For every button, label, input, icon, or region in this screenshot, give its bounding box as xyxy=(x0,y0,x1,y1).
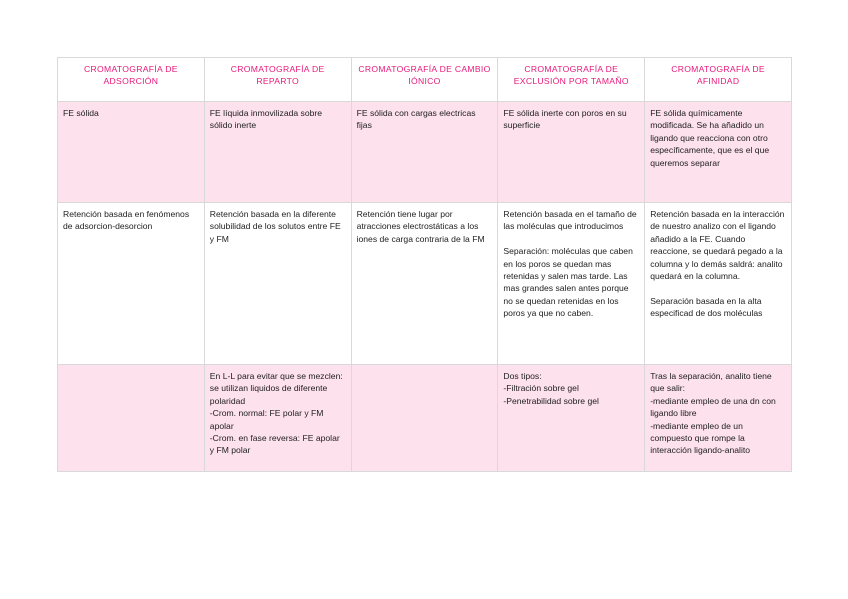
cell-text: Retención basada en fenómenos de adsorcion-desorcion xyxy=(63,209,190,232)
cell-text: FE líquida inmovilizada sobre sólido inerte xyxy=(209,108,323,131)
header-exclusion-tamano: CROMATOGRAFÍA DE EXCLUSIÓN POR TAMAÑO xyxy=(498,58,645,102)
cell-text: Tras la separación, analito tiene que salir: -mediante empleo de una dn con ligando libre -mediante empleo de un compuesto que rompe la interacción ligando-analito xyxy=(650,371,776,456)
table-cell xyxy=(498,203,645,365)
cell-text: FE sólida químicamente modificada. Se ha añadido un ligando que reacciona con otro específicamente, que es el que queremos separar xyxy=(650,108,770,168)
cell-text: Retención tiene lugar por atracciones electrostáticas a los iones de carga contraria de la FM xyxy=(356,209,485,244)
cell-text: FE sólida inerte con poros en su superficie xyxy=(503,108,627,131)
cell-text: Retención basada en la diferente solubilidad de los solutos entre FE y FM xyxy=(209,209,341,244)
table-cell xyxy=(204,203,351,365)
cell-text: En L-L para evitar que se mezclen: se utilizan liquidos de diferente polaridad -Crom. normal: FE polar y FM apolar -Crom. en fase reversa: FE apolar y FM polar xyxy=(209,371,343,456)
table-cell xyxy=(58,102,205,203)
header-reparto: CROMATOGRAFÍA DE REPARTO xyxy=(204,58,351,102)
table-cell xyxy=(498,102,645,203)
cell-text: Dos tipos: -Filtración sobre gel -Penetrabilidad sobre gel xyxy=(503,371,599,406)
table-cell xyxy=(351,203,498,365)
table-header-row xyxy=(58,58,792,102)
table-cell xyxy=(645,365,792,472)
table-cell xyxy=(645,102,792,203)
table-cell xyxy=(204,365,351,472)
table-cell xyxy=(204,102,351,203)
table-row xyxy=(58,102,792,203)
table-row xyxy=(58,365,792,472)
table-cell xyxy=(645,203,792,365)
cell-text: FE sólida con cargas electricas fijas xyxy=(356,108,476,131)
table-cell xyxy=(498,365,645,472)
cell-text: Retención basada en la interacción de nuestro analizo con el ligando añadido a la FE. Cuando reaccione, se quedará pegado a la columna y lo demás saldrá: analito quedará en la columna. Separación basada en la alta especificad de dos moléculas xyxy=(650,209,785,319)
table-cell xyxy=(351,365,498,472)
table-row xyxy=(58,203,792,365)
header-adsorcion: CROMATOGRAFÍA DE ADSORCIÓN xyxy=(58,58,205,102)
table-cell xyxy=(351,102,498,203)
table-cell xyxy=(58,203,205,365)
table-cell xyxy=(58,365,205,472)
chromatography-comparison-table xyxy=(57,57,792,472)
header-afinidad: CROMATOGRAFÍA DE AFINIDAD xyxy=(645,58,792,102)
header-cambio-ionico: CROMATOGRAFÍA DE CAMBIO IÓNICO xyxy=(351,58,498,102)
cell-text: FE sólida xyxy=(63,108,99,118)
cell-text: Retención basada en el tamaño de las moléculas que introducimos Separación: moléculas que caben en los poros se quedan mas retenidas y salen mas tarde. Las mas grandes salen antes porque no se quedan retenidas en los poros ya que no caben. xyxy=(503,209,637,319)
